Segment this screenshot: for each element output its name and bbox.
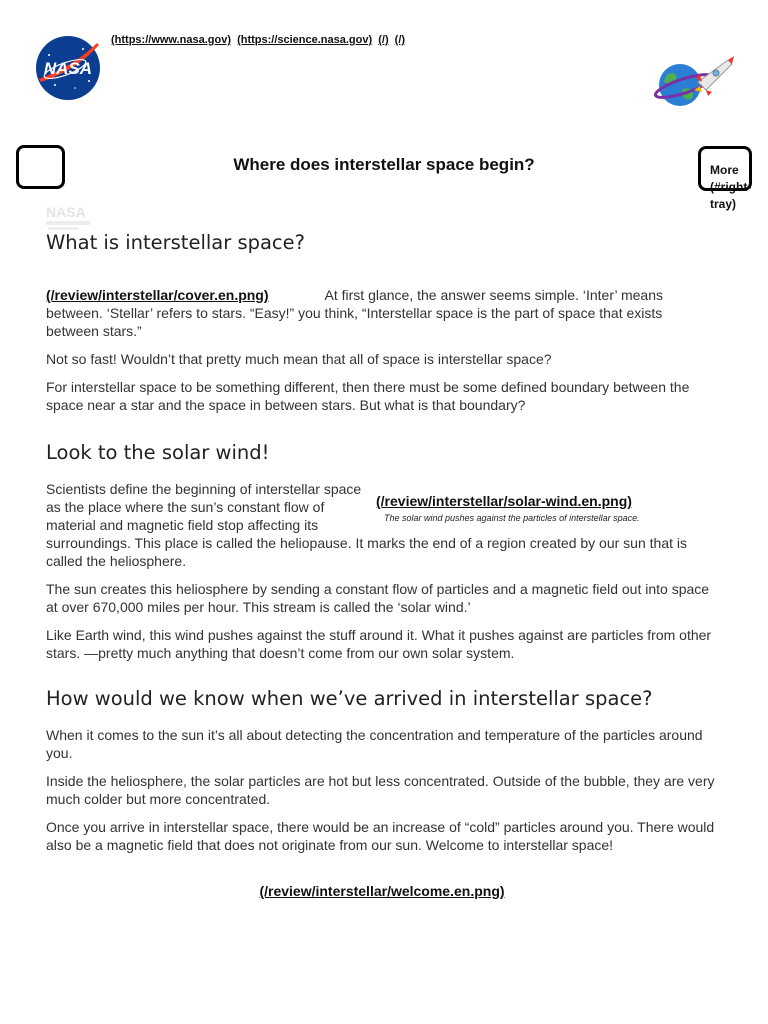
solar-wind-figure <box>366 492 718 524</box>
paragraph: Inside the heliosphere, the solar particles are hot but less concentrated. Outside of the bubble, they are very much colder but more concentrated. <box>46 773 715 807</box>
paragraph: The sun creates this heliosphere by sending a constant flow of particles and a magnetic field out into space at over 670,000 miles per hour. This stream is called the ‘solar wind.’ <box>46 581 710 615</box>
paragraph: Like Earth wind, this wind pushes against the stuff around it. What it pushes against are particles from other stars. —pretty much anything that doesn’t come from our own solar system. <box>46 627 712 661</box>
more-button-label: More (#right-tray) <box>710 163 752 211</box>
section-heading-solar-wind: Look to the solar wind! <box>46 441 270 464</box>
header-links <box>111 34 408 46</box>
paragraph <box>46 286 718 340</box>
nasa-gov-link[interactable]: (https://www.nasa.gov) <box>111 34 231 46</box>
more-button[interactable] <box>698 146 752 211</box>
paragraph: Scientists define the beginning of interstellar space as the place where the sun’s constant flow of material and magnetic field stop affecting its surroundings. This place is called the heliopause. It marks the end of a region created by our sun that is called the heliosphere. <box>46 481 687 569</box>
home-link[interactable]: (/) <box>378 34 389 46</box>
faint-nasa-logo <box>44 203 96 233</box>
science-nasa-gov-link[interactable]: (https://science.nasa.gov) <box>237 34 373 46</box>
nasa-logo-text: NASA <box>43 59 93 78</box>
article-content <box>46 230 718 910</box>
space-place-rocket-logo[interactable] <box>648 52 736 110</box>
welcome-image-container <box>46 882 718 900</box>
home-link-2[interactable]: (/) <box>394 34 406 46</box>
nasa-logo[interactable] <box>35 35 101 101</box>
solar-wind-image-link[interactable]: (/review/interstellar/solar-wind.en.png) <box>376 493 632 509</box>
welcome-image-link[interactable]: (/review/interstellar/welcome.en.png) <box>259 883 505 899</box>
paragraph: Once you arrive in interstellar space, there would be an increase of “cold” particles around you. There would also be a magnetic field that does not originate from our sun. Welcome to interstellar space! <box>46 819 715 853</box>
paragraph: For interstellar space to be something different, then there must be some defined boundary between the space near a star and the space in between stars. But what is that boundary? <box>46 379 690 413</box>
paragraph: Not so fast! Wouldn’t that pretty much mean that all of space is interstellar space? <box>46 351 552 367</box>
paragraph-text: At first glance, the answer seems simple. ‘Inter’ means between. ‘Stellar’ refers to stars. “Easy!” you think, “Interstellar space is the part of space that exists between stars.” <box>46 287 663 339</box>
svg-text:NASA: NASA <box>46 204 86 220</box>
cover-image-link[interactable]: (/review/interstellar/cover.en.png) <box>46 287 269 303</box>
paragraph: When it comes to the sun it’s all about detecting the concentration and temperature of the particles around you. <box>46 727 703 761</box>
section-heading-arrival: How would we know when we’ve arrived in interstellar space? <box>46 687 653 710</box>
section-heading-interstellar-space: What is interstellar space? <box>46 231 306 254</box>
solar-wind-caption: The solar wind pushes against the particles of interstellar space. <box>384 513 640 523</box>
page-title: Where does interstellar space begin? <box>233 155 535 174</box>
